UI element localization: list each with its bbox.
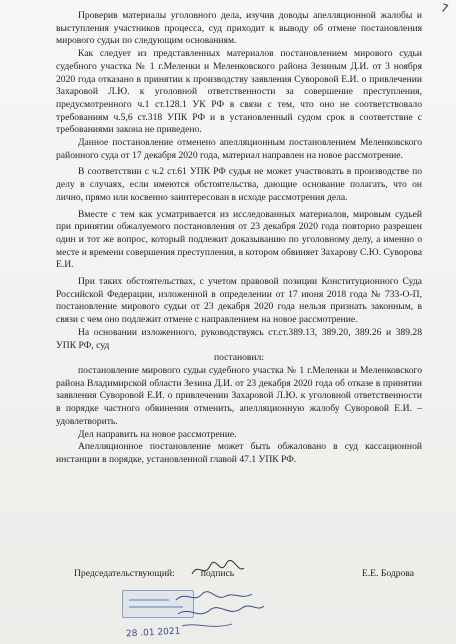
- paragraph-findings: Вместе с тем как усматривается из исследованных материалов, мировым судьей при принятии обжалуемого постановления от 23 декабря 2020 года повторно разрешен один и тот же вопрос, который подлежит доказыванию по уголовному делу, а именно о месте и времени совершения преступления, в котором обвиняет Захарову С.Ю. Суворова Е.И.: [56, 208, 422, 271]
- decision-label: постановил:: [213, 352, 265, 364]
- paragraph-cancelled: Данное постановление отменено апелляционным постановлением Меленковского районного суда от 17 декабря 2020 года, материал направлен на новое рассмотрение.: [56, 137, 422, 161]
- paragraph-circumstances: При таких обстоятельствах, с учетом правовой позиции Конституционного Суда Российской Федерации, изложенной в определении от 17 июня 2018 года № 733-О-П, постановление мирового судьи от 23 декабря 2020 года нельзя признать законным, в связи с чем оно подлежит отмене с направлением на новое рассмотрение.: [56, 276, 422, 326]
- copy-certification-scribble: [172, 586, 267, 636]
- handwritten-date: 28 .01 2021: [125, 626, 181, 640]
- document-body: [56, 10, 422, 467]
- signature-label: подпись: [200, 568, 235, 579]
- signature-role: Председательствующий:: [74, 568, 175, 579]
- paragraph-grounds: На основании изложенного, руководствуясь ст.ст.389.13, 389.20, 389.26 и 389.28 УПК РФ, суд: [56, 326, 422, 351]
- corner-mark: 7: [439, 1, 450, 16]
- decision-paragraph: Апелляционное постановление может быть обжаловано в суд кассационной инстанции в порядке, установленной главой 47.1 УПК РФ.: [56, 441, 422, 465]
- signature-name: Е.Е. Бодрова: [361, 568, 414, 579]
- decision-paragraph: постановление мирового судьи судебного участка № 1 г.Меленки и Меленковского района Владимирской области Зезина Д.И. от 23 декабря 2020 года об отказе в принятии заявления Суворовой Е.И. о привлечении Захаровой Л.Ю. к уголовной ответственности в порядке частного обвинения отменить, апелляционную жалобу Суворовой Е.И. –удовлетворить.: [56, 364, 422, 427]
- decision-paragraph: Дел направить на новое рассмотрение.: [78, 428, 237, 440]
- paragraph-materials: Как следует из представленных материалов постановлением мирового судьи судебного участка № 1 г.Меленки и Меленковского района Зезиным Д.И. от 3 ноября 2020 года отказано в принятии к производству заявления Суворовой Е.И. о привлечении Захаровой Л.Ю. к уголовной ответственности за совершение преступления, предусмотренного ч.1 ст.128.1 УК РФ в связи с тем, что оно не соответствовало требованиям ч.5,6 ст.318 УПК РФ и в установленный судом срок в соответствие с требованиями закона не приведено.: [56, 48, 422, 136]
- paragraph-review: Проверив материалы уголовного дела, изучив доводы апелляционной жалобы и выступления участников процесса, суд приходит к выводу об отмене постановления мирового судьи по следующим основаниям.: [56, 10, 422, 47]
- paragraph-article-61: В соответствии с ч.2 ст.61 УПК РФ судья не может участвовать в производстве по делу в случаях, если имеются обстоятельства, дающие основание полагать, что он лично, прямо или косвенно заинтересован в исходе рассмотрения дела.: [56, 166, 422, 203]
- handwritten-signature: [188, 556, 248, 582]
